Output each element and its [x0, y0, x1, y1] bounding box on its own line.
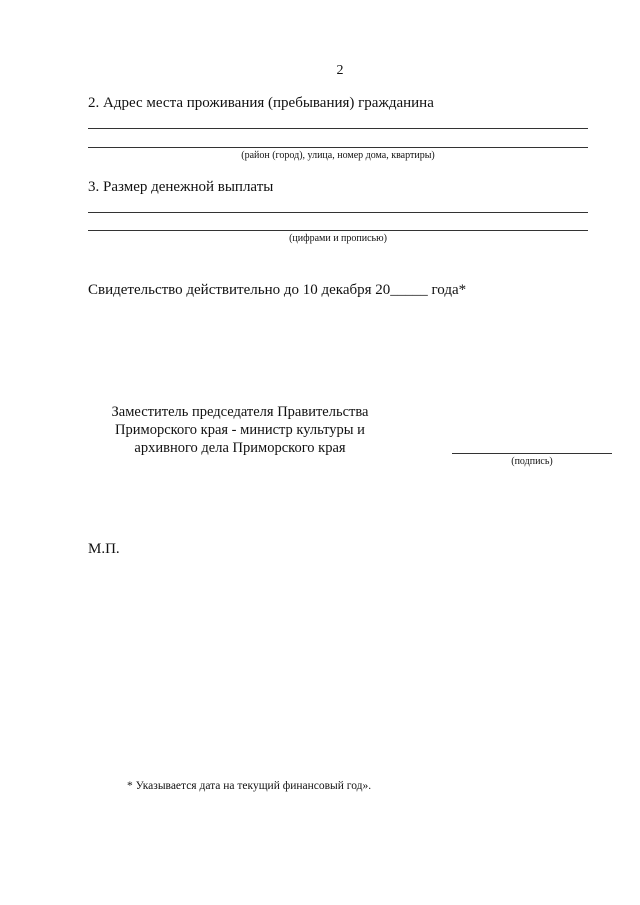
payment-heading: 3. Размер денежной выплаты [88, 179, 274, 195]
footnote: * Указывается дата на текущий финансовый год». [127, 780, 372, 792]
signatory-line-1: Заместитель председателя Правительства [111, 404, 369, 420]
address-heading: 2. Адрес места проживания (пребывания) гражданина [88, 95, 434, 111]
address-caption: (район (город), улица, номер дома, квартиры) [241, 150, 435, 161]
signature-line [452, 453, 612, 454]
signatory-line-3: архивного дела Приморского края [134, 440, 346, 456]
signatory-line-2: Приморского края - министр культуры и [115, 422, 365, 438]
signatory-block [90, 403, 390, 457]
page-number: 2 [336, 63, 344, 78]
address-line-1 [88, 128, 588, 129]
payment-line-2 [88, 230, 588, 231]
signature-caption: (подпись) [511, 456, 553, 467]
validity-statement: Свидетельство действительно до 10 декабря 20_____ года* [88, 282, 467, 298]
payment-caption: (цифрами и прописью) [289, 233, 387, 244]
address-line-2 [88, 147, 588, 148]
stamp-place-label: М.П. [88, 541, 120, 557]
payment-line-1 [88, 212, 588, 213]
